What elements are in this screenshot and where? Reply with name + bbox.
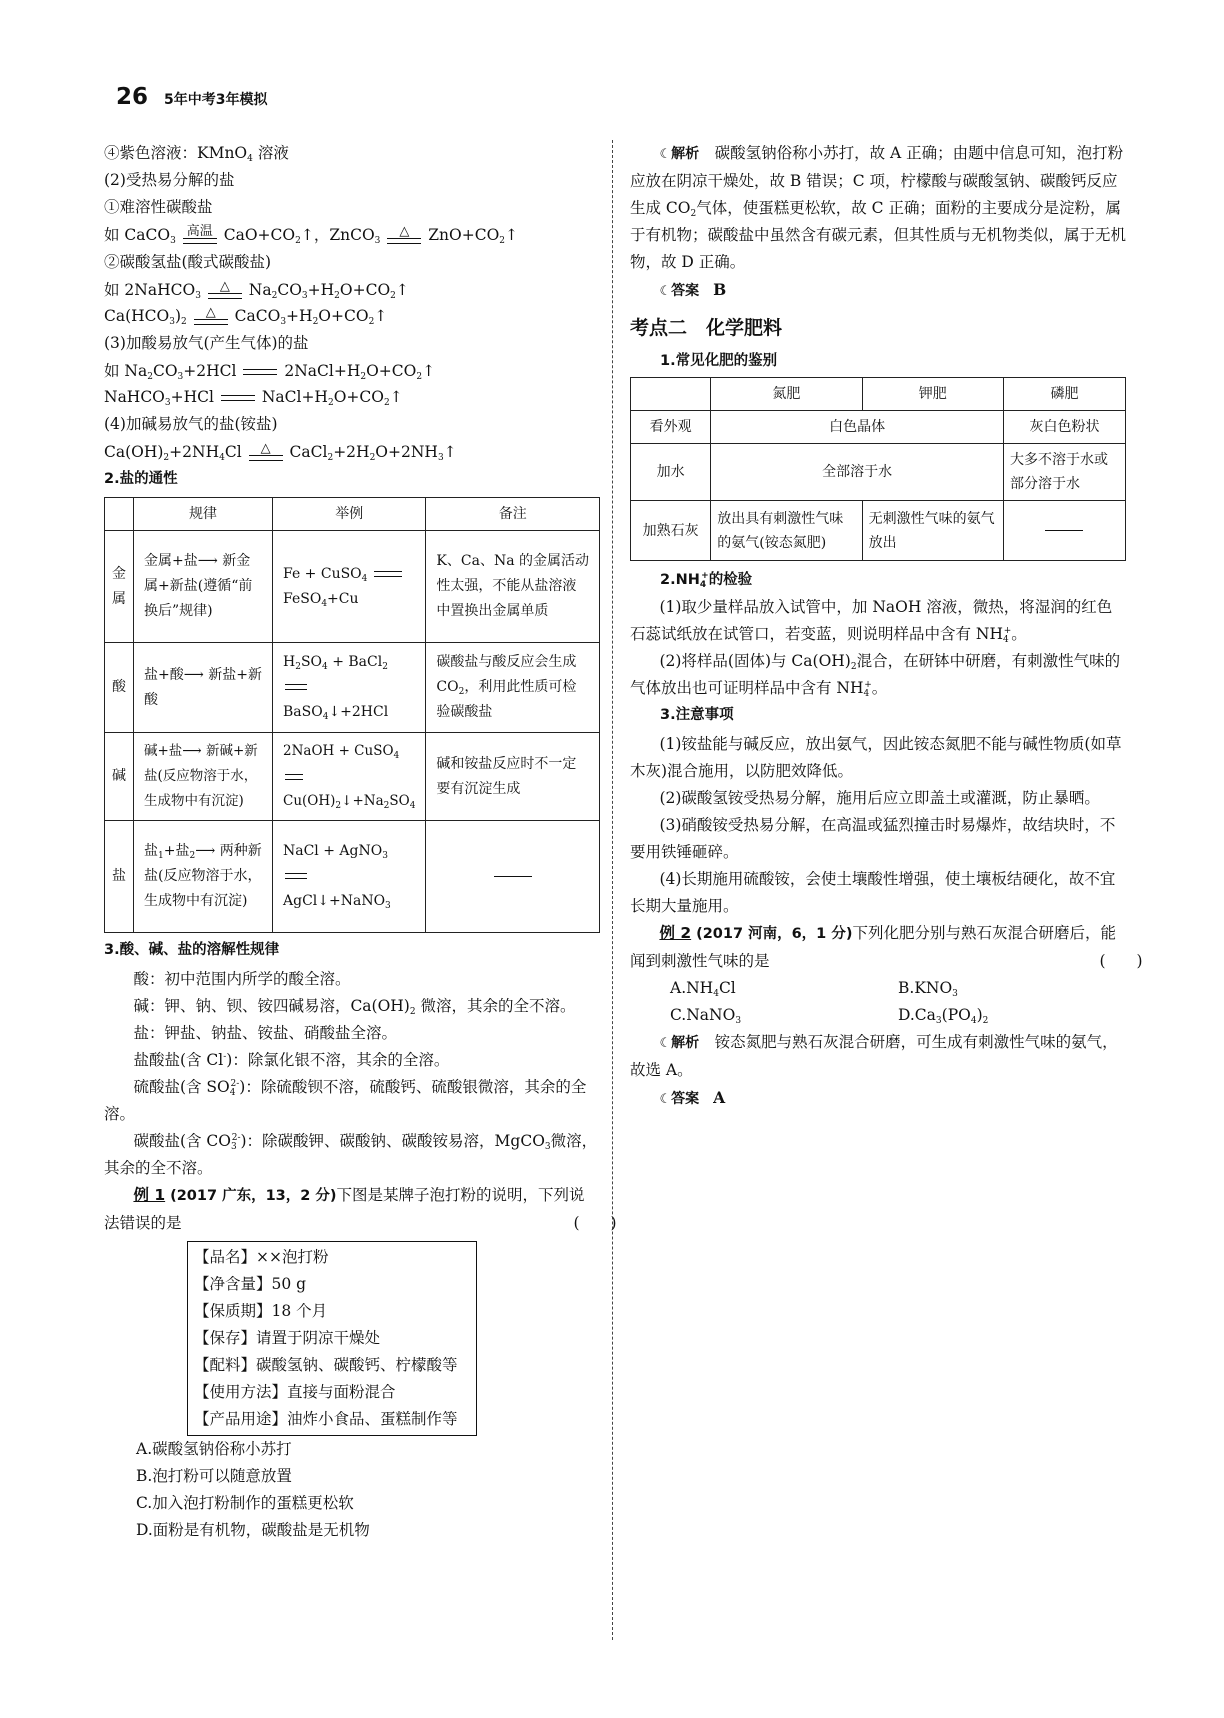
option-c: C.NaNO$_3$ [670,1006,742,1026]
label-line: 【保存】请置于阴凉干燥处 [194,1329,381,1347]
analysis-icon: ☾ [659,147,672,162]
text-line: (3)硝酸铵受热易分解，在高温或猛烈撞击时易爆炸，故结块时，不要用铁锤砸碎。 [630,816,1116,861]
example-cell: 2NaOH + CuSO$_4$ $Cu(OH)_2↓+Na_2SO_4$ [273,733,426,821]
option-c: C.加入泡打粉制作的蛋糕更松软 [136,1494,354,1512]
equation-arrow [243,369,277,375]
table-row [105,643,600,733]
text-line: (1)取少量样品放入试管中，加 NaOH 溶液，微热，将湿润的红色石蕊试纸放在试管口，若变蓝，则说明样品中含有 $NH_4^+$。 [630,598,1113,645]
answer-1: ☾答案 B [659,280,727,299]
row-category: 酸 [105,643,134,733]
example-source: (2017 河南，6，1 分) [696,926,853,942]
answer-bracket: ( ) [1099,952,1143,970]
option-a: A.碳酸氢钠俗称小苏打 [136,1440,292,1458]
text-line: ④紫色溶液：KMnO$_4$ 溶液 [104,144,289,164]
text-line: 硫酸盐(含 $SO_4^{2-}$)：除硫酸钡不溶，硫酸钙、硫酸银微溶，其余的全溶。 [104,1078,587,1123]
equation-arrow: △ [208,280,242,302]
table-row [631,501,1126,561]
analysis-icon: ☾ [659,1036,672,1051]
table-cell: 白色晶体 [711,411,1004,444]
equation-arrow: △ [387,225,421,247]
rule-cell: 盐$_1$+盐$_2$⟶ 两种新盐(反应物溶于水，生成物中有沉淀) [134,821,273,933]
equation-arrow: △ [249,442,283,464]
page-header [116,84,268,114]
text-line: ①难溶性碳酸盐 [104,198,213,216]
table-cell: 灰白色粉状 [1003,411,1125,444]
table-row [631,411,1126,444]
answer-bracket: ( ) [573,1214,617,1232]
text-line: (1)铵盐能与碱反应，放出氨气，因此铵态氮肥不能与碱性物质(如草木灰)混合施用，以防肥效降低。 [630,735,1122,780]
label-line: 【品名】××泡打粉 [194,1248,329,1266]
label-line: 【配料】碳酸氢钠、碳酸钙、柠檬酸等 [194,1356,458,1374]
table-cell: 全部溶于水 [711,444,1004,501]
equation-arrow [221,395,255,401]
table-header-row [105,498,600,531]
text-line: 盐：钾盐、钠盐、铵盐、硝酸盐全溶。 [133,1024,397,1042]
section-heading: $2.NH_4^+$的检验 [660,571,753,590]
equation-na2co3: 如 $Na_2CO_3+2HCl$ $2NaCl+H_2O+CO_2$ ↑ [104,359,600,383]
answer-tag: ☾答案 [659,1091,700,1107]
table-header-row [631,378,1126,411]
equation-nahco3-hcl: NaHCO$_3$+HCl $NaCl+H_2O+CO_2$ ↑ [104,385,600,409]
row-category: 碱 [105,733,134,821]
analysis-2: ☾解析 铵态氮肥与熟石灰混合研磨，可生成有刺激性气味的氨气，故选 A。 [630,1033,1118,1079]
option-b: B.泡打粉可以随意放置 [136,1467,292,1485]
equation-nahco3: 如 2NaHCO$_3$ △ $Na_2CO_3+H_2O+CO_2$ ↑ [104,278,600,302]
row-category: 金属 [105,531,134,643]
answer-icon: ☾ [659,1092,672,1107]
table-row [105,531,600,643]
column-header: 磷肥 [1003,378,1125,411]
rule-cell: 碱+盐⟶ 新碱+新盐(反应物溶于水，生成物中有沉淀) [134,733,273,821]
column-header: 规律 [134,498,273,531]
example-label: 例 2 [659,924,692,942]
section-heading: 3.注意事项 [660,707,734,723]
text-line: 酸：初中范围内所学的酸全溶。 [133,970,351,988]
example-1-question: 例 1 (2017 广东，13，2 分)下图是某牌子泡打粉的说明，下列说法错误的是 ( ) [104,1182,600,1237]
right-column [630,140,1143,1113]
gas-arrow-icon [505,226,518,244]
empty-dash [1045,530,1083,531]
label-line: 【保质期】18 个月 [194,1302,328,1320]
row-label: 加熟石灰 [631,501,711,561]
gas-arrow-icon [301,226,314,244]
table-cell: 无刺激性气味的氨气放出 [862,501,1003,561]
salt-properties-table [104,497,600,933]
left-column [104,140,617,1544]
equation-arrow: 高温 [183,225,217,247]
row-category: 盐 [105,821,134,933]
label-line: 【净含量】50 g [194,1275,307,1293]
table-row [105,733,600,821]
example-cell: NaCl + AgNO$_3$ AgCl↓+NaNO$_3$ [273,821,426,933]
example-cell: Fe + CuSO$_4$ FeSO$_4$+Cu [273,531,426,643]
text-line: (2)受热易分解的盐 [104,171,235,189]
answer-icon: ☾ [659,284,672,299]
gas-arrow-icon [396,281,409,299]
label-line: 【产品用途】油炸小食品、蛋糕制作等 [194,1410,458,1428]
page-number: 26 [116,84,149,110]
text-line: (2)碳酸氢铵受热易分解，施用后应立即盖土或灌溉，防止暴晒。 [659,789,1100,807]
table-row [631,444,1126,501]
answer-2: ☾答案 A [659,1088,726,1107]
note-cell [426,821,600,933]
product-label-box [187,1241,477,1436]
note-cell: 碳酸盐与酸反应会生成 $CO_2$，利用此性质可检验碳酸盐 [426,643,600,733]
example-2-options-row [670,975,1126,1002]
analysis-tag: ☾解析 [659,146,700,162]
row-label: 加水 [631,444,711,501]
table-row [105,821,600,933]
column-header: 举例 [273,498,426,531]
book-title: 5年中考3年模拟 [164,92,268,108]
example-cell: $H_2SO_4$ + BaCl$_2$ BaSO$_4$↓+2HCl [273,643,426,733]
rule-cell: 盐+酸⟶ 新盐+新酸 [134,643,273,733]
example-source: (2017 广东，13，2 分) [170,1188,337,1204]
column-divider [612,140,613,1640]
text-line: 碳酸盐(含 $CO_3^{2-}$)：除碳酸钾、碳酸钠、碳酸铵易溶，MgCO$_3$微溶，其余的全不溶。 [104,1132,598,1177]
example-label: 例 1 [133,1186,166,1204]
option-a: $A.NH_4Cl$ [670,979,736,999]
equation-arrow: △ [194,306,228,328]
column-header: 钾肥 [862,378,1003,411]
gas-arrow-icon [444,443,457,461]
row-label: 看外观 [631,411,711,444]
example-2-options-row [670,1002,1126,1029]
text-line: (4)长期施用硫酸铵，会使土壤酸性增强，使土壤板结硬化，故不宜长期大量施用。 [630,870,1116,915]
option-b: $B.KNO_3$ [898,979,958,999]
example-2-question: 例 2 (2017 河南，6，1 分)下列化肥分别与熟石灰混合研磨后，能闻到刺激性气味的是 ( ) [630,920,1126,975]
topic-heading: 考点二 化学肥料 [630,317,783,339]
table-cell: 放出具有刺激性气味的氨气(铵态氮肥) [711,501,862,561]
analysis-1: ☾解析 碳酸氢钠俗称小苏打，故 A 正确；由题中信息可知，泡打粉应放在阴凉干燥处，故 B 错误；C 项，柠檬酸与碳酸氢钠、碳酸钙反应生成 $CO_2$气体，使蛋糕更松软，故 C 正确；面粉的主要成分是淀粉，属于有机物；碳酸盐中虽然含有碳元素，但其性质与无机物类似，属于无机物，故 D 正确。 [630,144,1127,271]
empty-dash [494,876,532,877]
fertilizer-identification-table [630,377,1126,561]
section-heading: 2.盐的通性 [104,471,178,487]
text-line: ②碳酸氢盐(酸式碳酸盐) [104,253,272,271]
section-heading: 3.酸、碱、盐的溶解性规律 [104,942,280,958]
note-cell: 碱和铵盐反应时不一定要有沉淀生成 [426,733,600,821]
equation-caoh2: $Ca(OH)_2+2NH_4Cl$ △ $CaCl_2+2H_2O+2NH_3$ ↑ [104,440,600,464]
note-cell: K、Ca、Na 的金属活动性太强，不能从盐溶液中置换出金属单质 [426,531,600,643]
equation-caco3: 如 CaCO$_3$ 高温 $CaO+CO_2$ ↑ ，ZnCO$_3$ △ $ZnO+CO_2$ ↑ [104,223,600,247]
column-header: 氮肥 [711,378,862,411]
gas-arrow-icon [390,388,403,406]
text-line: (3)加酸易放气(产生气体)的盐 [104,334,309,352]
label-line: 【使用方法】直接与面粉混合 [194,1383,396,1401]
text-line: (4)加碱易放气的盐(铵盐) [104,415,278,433]
table-cell: 大多不溶于水或部分溶于水 [1003,444,1125,501]
rule-cell: 金属+盐⟶ 新金属+新盐(遵循“前换后”规律) [134,531,273,643]
answer-tag: ☾答案 [659,283,700,299]
text-line: 碱：钾、钠、钡、铵四碱易溶，$Ca(OH)_2$ 微溶，其余的全不溶。 [133,997,576,1017]
example-1-options [136,1436,600,1544]
table-cell [1003,501,1125,561]
analysis-tag: ☾解析 [659,1035,700,1051]
gas-arrow-icon [422,362,435,380]
gas-arrow-icon [374,307,387,325]
text-line: 盐酸盐(含 Cl-)：除氯化银不溶，其余的全溶。 [133,1051,450,1069]
column-header: 备注 [426,498,600,531]
equation-cahco3: $Ca(HCO_3)_2$ △ $CaCO_3+H_2O+CO_2$ ↑ [104,304,600,328]
text-line: (2)将样品(固体)与 $Ca(OH)_2$混合，在研钵中研磨，有刺激性气味的气体放出也可证明样品中含有 $NH_4^+$。 [630,652,1121,699]
section-heading: 1.常见化肥的鉴别 [660,353,778,369]
option-d: $D.Ca_3(PO_4)_2$ [898,1006,989,1026]
option-d: D.面粉是有机物，碳酸盐是无机物 [136,1521,370,1539]
